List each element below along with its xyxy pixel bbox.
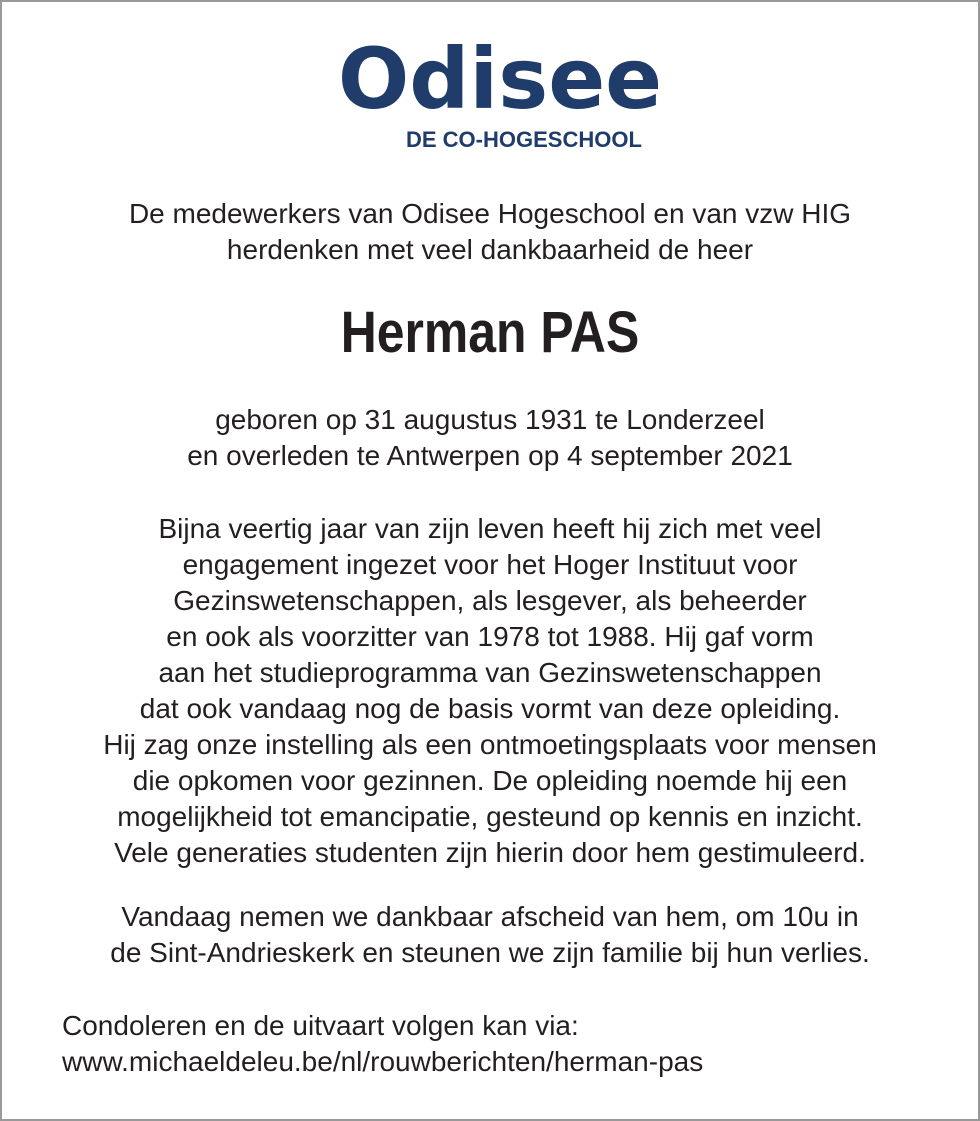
death-line: en overleden te Antwerpen op 4 september 2021 bbox=[187, 440, 793, 471]
condolences-block bbox=[62, 1008, 962, 1080]
deceased-name: Herman PAS bbox=[340, 300, 640, 365]
bio-line: en ook als voorzitter van 1978 tot 1988. Hij gaf vorm bbox=[166, 621, 814, 652]
bio-line: Vele generaties studenten zijn hierin door hem gestimuleerd. bbox=[114, 837, 866, 868]
bio-line: Hij zag onze instelling als een ontmoetingsplaats voor mensen bbox=[103, 729, 877, 760]
life-dates bbox=[2, 402, 978, 474]
birth-line: geboren op 31 augustus 1931 te Londerzeel bbox=[215, 404, 765, 435]
condolences-url[interactable]: www.michaeldeleu.be/nl/rouwberichten/herman-pas bbox=[62, 1046, 704, 1077]
bio-line: dat ook vandaag nog de basis vormt van deze opleiding. bbox=[139, 693, 841, 724]
farewell-paragraph bbox=[2, 899, 978, 971]
bio-line: aan het studieprogramma van Gezinswetenschappen bbox=[158, 657, 822, 688]
bio-line: Bijna veertig jaar van zijn leven heeft hij zich met veel bbox=[158, 513, 822, 544]
bio-line: die opkomen voor gezinnen. De opleiding noemde hij een bbox=[132, 765, 848, 796]
intro-line: herdenken met veel dankbaarheid de heer bbox=[226, 234, 754, 265]
biography-paragraph bbox=[2, 511, 978, 871]
intro-paragraph bbox=[2, 196, 978, 268]
intro-line: De medewerkers van Odisee Hogeschool en van vzw HIG bbox=[128, 198, 852, 229]
bio-line: Gezinswetenschappen, als lesgever, als beheerder bbox=[173, 585, 807, 616]
bio-line: engagement ingezet voor het Hoger Instituut voor bbox=[182, 549, 798, 580]
logo-tagline: DE CO-HOGESCHOOL bbox=[406, 127, 642, 152]
farewell-line: Vandaag nemen we dankbaar afscheid van hem, om 10u in bbox=[121, 901, 859, 932]
farewell-line: de Sint-Andrieskerk en steunen we zijn familie bij hun verlies. bbox=[110, 937, 870, 968]
logo-wordmark: Odisee bbox=[337, 30, 663, 128]
condolences-intro: Condoleren en de uitvaart volgen kan via: bbox=[62, 1010, 579, 1041]
odisee-logo bbox=[2, 30, 978, 152]
bio-line: mogelijkheid tot emancipatie, gesteund op kennis en inzicht. bbox=[117, 801, 863, 832]
